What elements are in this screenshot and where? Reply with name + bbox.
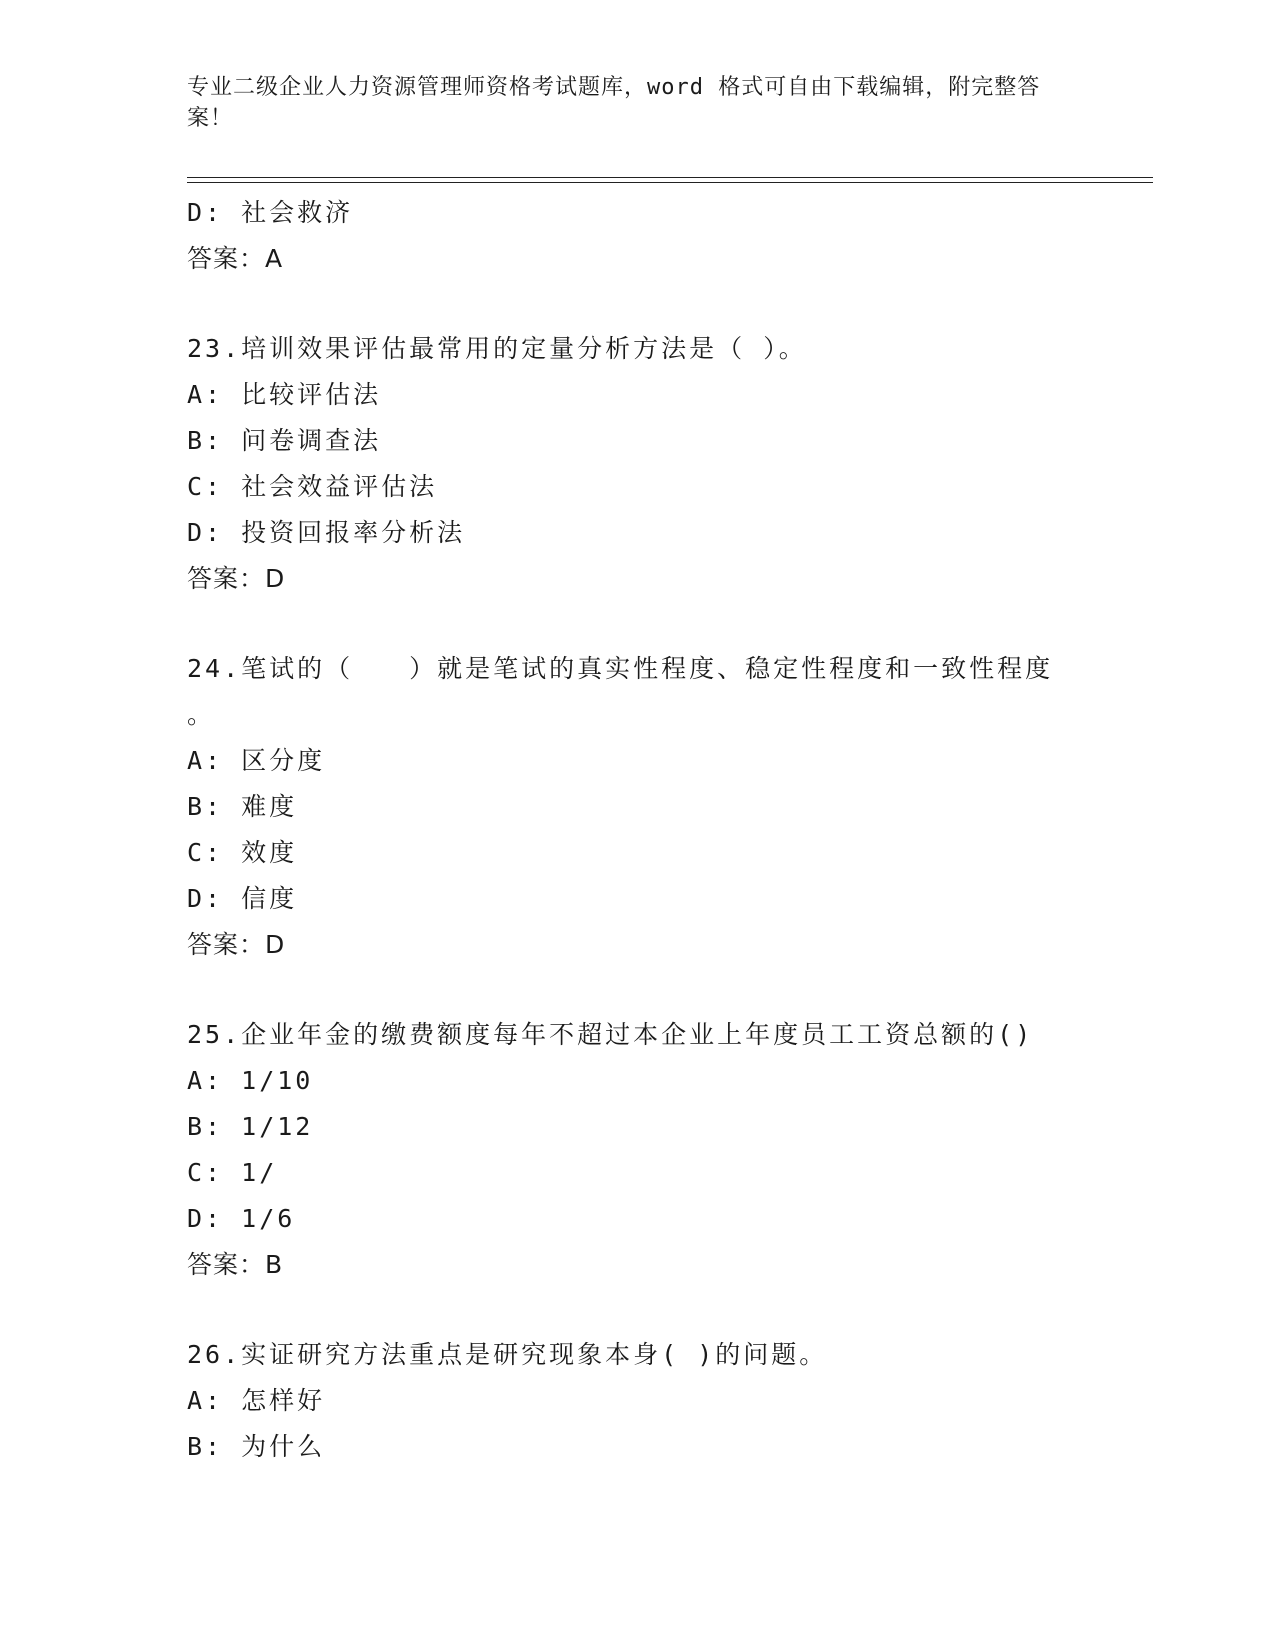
option-b: B: 1/12 <box>187 1112 314 1141</box>
document-header: 专业二级企业人力资源管理师资格考试题库，word 格式可自由下载编辑，附完整答案！ <box>187 75 1041 131</box>
option-b: B: 问卷调查法 <box>187 426 382 455</box>
option-c: C: 社会效益评估法 <box>187 472 438 501</box>
answer-line: 答案：B <box>187 1250 284 1279</box>
question-stem: 23.培训效果评估最常用的定量分析方法是（ ）。 <box>187 334 807 363</box>
option-a: A: 怎样好 <box>187 1386 326 1415</box>
header-divider-bottom <box>187 182 1153 183</box>
question-26 <box>187 1332 1087 1470</box>
option-d: D: 1/6 <box>187 1204 296 1233</box>
question-23 <box>187 326 1087 602</box>
option-a: A: 1/10 <box>187 1066 314 1095</box>
answer-line: 答案：D <box>187 930 286 959</box>
option-a: A: 比较评估法 <box>187 380 382 409</box>
question-list <box>187 190 1087 1470</box>
option-b: B: 为什么 <box>187 1432 326 1461</box>
option-d: D: 投资回报率分析法 <box>187 518 466 547</box>
header-divider-top <box>187 177 1153 178</box>
question-stem: 26.实证研究方法重点是研究现象本身( )的问题。 <box>187 1340 828 1369</box>
option-d: D: 社会救济 <box>187 198 354 227</box>
option-d: D: 信度 <box>187 884 298 913</box>
question-stem: 24.笔试的（ ）就是笔试的真实性程度、稳定性程度和一致性程度 <box>187 654 1054 683</box>
question-25 <box>187 1012 1087 1288</box>
option-c: C: 效度 <box>187 838 298 867</box>
answer-line: 答案：D <box>187 564 286 593</box>
question-stem: 25.企业年金的缴费额度每年不超过本企业上年度员工工资总额的() <box>187 1020 1034 1049</box>
option-a: A: 区分度 <box>187 746 326 775</box>
option-b: B: 难度 <box>187 792 298 821</box>
option-c: C: 1/ <box>187 1158 278 1187</box>
question-24 <box>187 646 1087 968</box>
question-stem-continuation: 。 <box>187 700 216 729</box>
answer-line: 答案：A <box>187 244 284 273</box>
